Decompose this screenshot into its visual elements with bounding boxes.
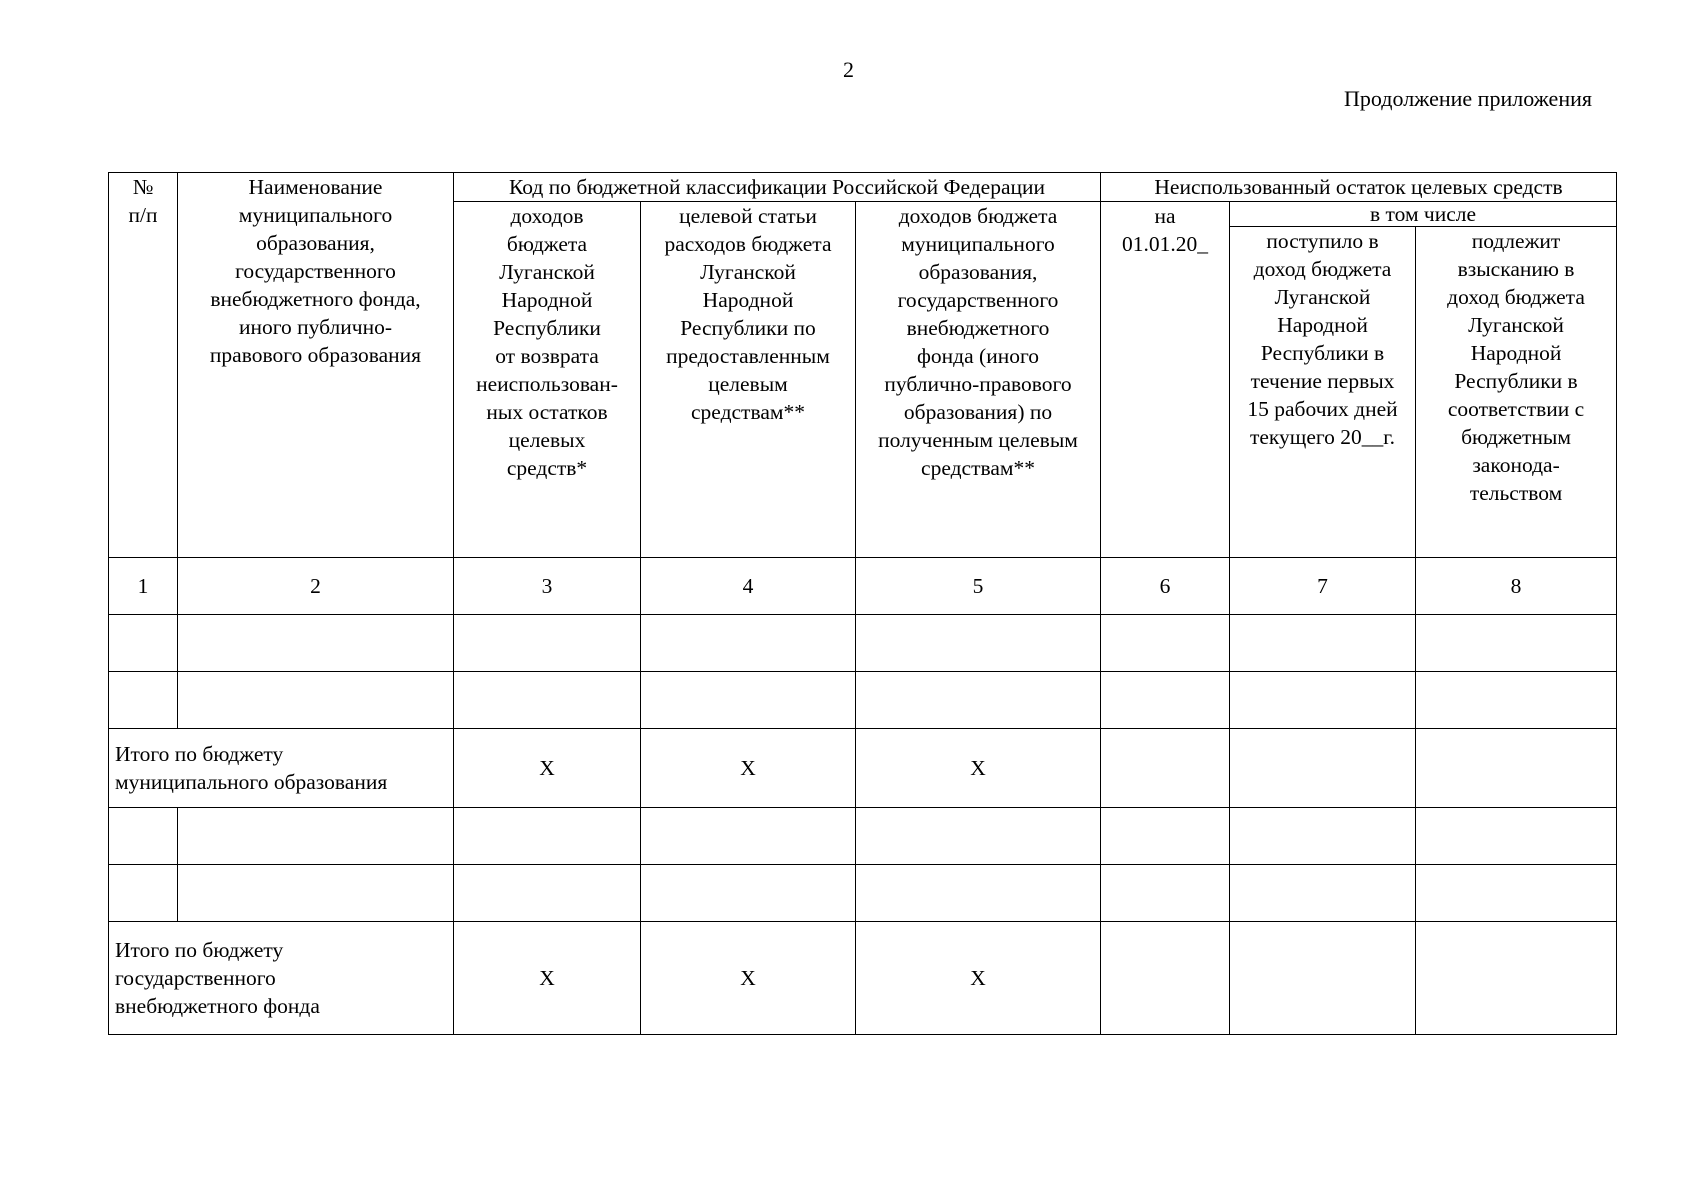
column-number: 4 [641,558,856,615]
table-cell [109,672,178,729]
table-cell [641,865,856,922]
table-cell [856,808,1101,865]
table-cell [454,615,641,672]
x-mark: Х [641,729,856,808]
table-row [109,672,1617,729]
table-cell [178,865,454,922]
x-mark: Х [641,922,856,1035]
table-cell [1230,729,1416,808]
fund-total-label: Итого по бюджету государственного внебюджетного фонда [109,922,454,1035]
column-number: 2 [178,558,454,615]
column-number: 1 [109,558,178,615]
x-mark: Х [454,922,641,1035]
header-remainder-date: на 01.01.20_ [1101,202,1230,558]
table-cell [1230,672,1416,729]
table-cell [454,865,641,922]
table-cell [178,672,454,729]
table-cell [1230,615,1416,672]
header-code-income-lnr: доходов бюджета Луганской Народной Республики от возврата неиспользован- ных остатков целевых средств* [454,202,641,558]
table-cell [109,615,178,672]
table-cell [856,615,1101,672]
table-cell [1230,808,1416,865]
table-cell [1101,808,1230,865]
appendix-continuation-title: Продолжение приложения [1344,86,1592,111]
column-number: 5 [856,558,1101,615]
header-name: Наименование муниципального образования, государственного внебюджетного фонда, иного публично- правового образования [178,173,454,558]
x-mark: Х [856,729,1101,808]
table-cell [1416,922,1617,1035]
table-cell [1416,672,1617,729]
table-cell [1101,672,1230,729]
table-cell [1101,729,1230,808]
table-cell [109,865,178,922]
column-number: 8 [1416,558,1617,615]
table-cell [1101,615,1230,672]
table-cell [454,808,641,865]
column-number-row [109,558,1617,615]
column-number: 7 [1230,558,1416,615]
table-cell [1416,729,1617,808]
header-code-income-mo: доходов бюджета муниципального образования, государственного внебюджетного фонда (иного публично-правового образования) по полученным целевым средствам** [856,202,1101,558]
x-mark: Х [454,729,641,808]
remainder-table [108,172,1617,1035]
table-cell [856,672,1101,729]
table-cell [109,808,178,865]
municipal-total-row [109,729,1617,808]
table-cell [1416,865,1617,922]
header-remainder-group: Неиспользованный остаток целевых средств [1101,173,1617,202]
header-to-recover: подлежит взысканию в доход бюджета Луганской Народной Республики в соответствии с бюджетным законода- тельством [1416,227,1617,558]
table-cell [1416,615,1617,672]
table-cell [1101,865,1230,922]
table-cell [1416,808,1617,865]
table-cell [1230,865,1416,922]
municipal-total-label: Итого по бюджету муниципального образования [109,729,454,808]
column-number: 6 [1101,558,1230,615]
table-cell [641,672,856,729]
table-row [109,615,1617,672]
header-received: поступило в доход бюджета Луганской Народной Республики в течение первых 15 рабочих дней текущего 20__г. [1230,227,1416,558]
table-cell [1230,922,1416,1035]
header-including: в том числе [1230,202,1617,227]
page-number: 2 [843,57,854,82]
table-cell [641,808,856,865]
table-row [109,808,1617,865]
table-cell [641,615,856,672]
fund-total-row [109,922,1617,1035]
table-cell [454,672,641,729]
table-cell [1101,922,1230,1035]
x-mark: Х [856,922,1101,1035]
header-code-group: Код по бюджетной классификации Российской Федерации [454,173,1101,202]
header-code-target-item: целевой статьи расходов бюджета Луганской Народной Республики по предоставленным целевым средствам** [641,202,856,558]
table-cell [178,615,454,672]
table-cell [856,865,1101,922]
table-row [109,865,1617,922]
header-number: № п/п [109,173,178,558]
column-number: 3 [454,558,641,615]
table-cell [178,808,454,865]
